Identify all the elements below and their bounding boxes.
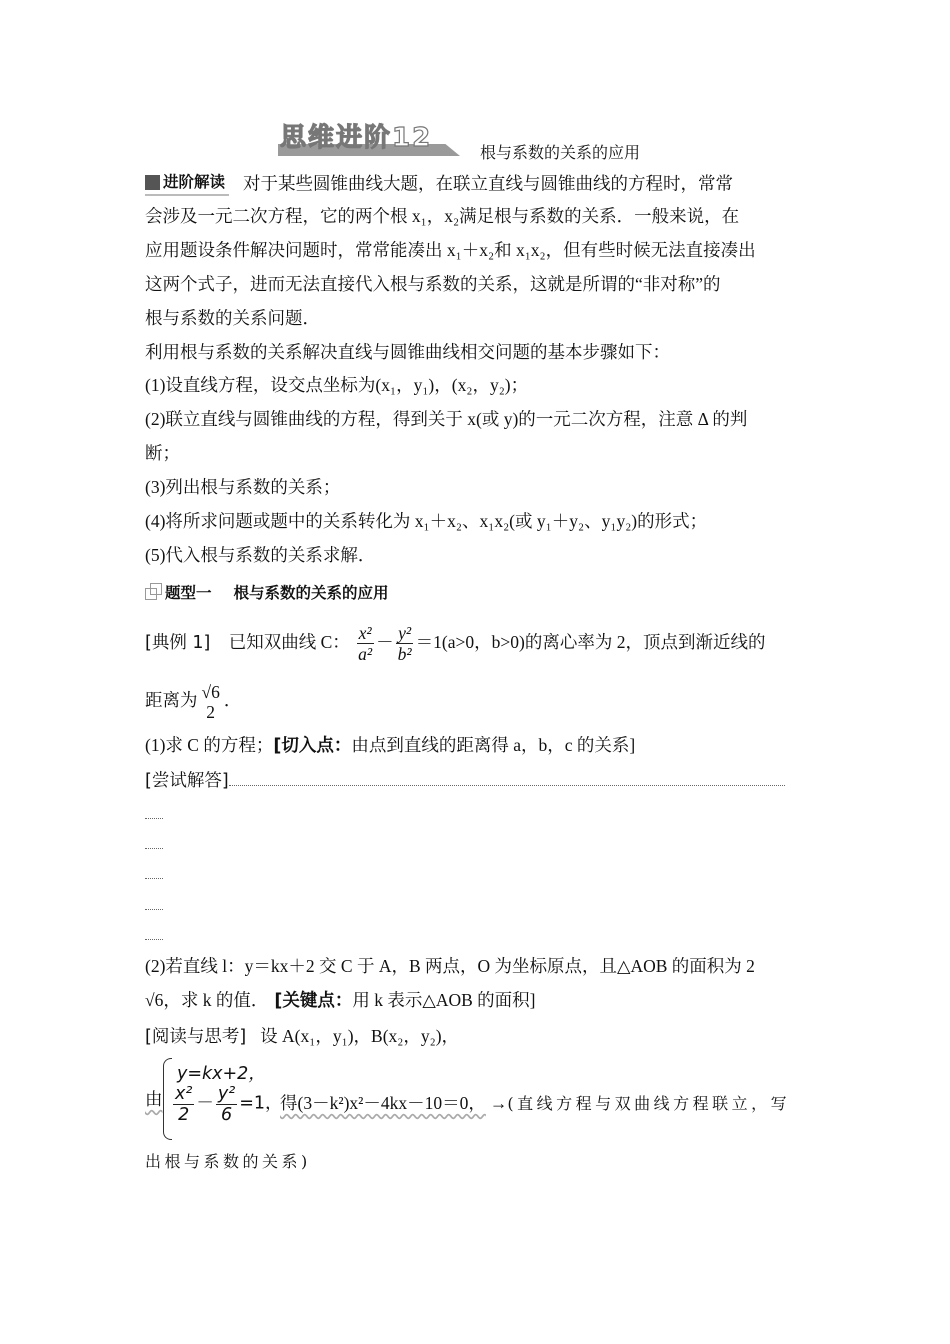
system-result: 得(3－k²)x²－4kx－10＝0， (280, 1093, 486, 1113)
intro-line-5: 根与系数的关系问题． (145, 308, 320, 328)
numerator: √6 (201, 681, 220, 702)
question-2-line-1: (2)若直线 l：y＝kx＋2 交 C 于 A，B 两点，O 为坐标原点，且△AOB 的面积为 2 (145, 956, 755, 976)
denominator: a² (358, 644, 373, 665)
numerator: x² (358, 623, 372, 644)
intro-line-1 (145, 170, 733, 196)
intro-line-4: 这两个式子，进而无法直接代入根与系数的关系，这就是所谓的“非对称”的 (145, 274, 721, 294)
system-equation-2: $\frac{\text{x²}}{2}$ － $\frac{\text{y²}}{6}$ =1， (175, 1084, 283, 1125)
answer-area[interactable] (145, 767, 785, 793)
period: ． (223, 690, 242, 710)
banner-title: 思维进阶12 (280, 123, 433, 153)
intro-text: 对于某些圆锥曲线大题，在联立直线与圆锥曲线的方程时，常常 (243, 173, 734, 194)
step-1: (1)设直线方程，设交点坐标为(x₁，y₁)，(x₂，y₂)； (145, 375, 529, 395)
intro-line-2: 会涉及一元二次方程，它的两个根 x₁，x₂满足根与系数的关系．一般来说，在 (145, 206, 740, 226)
fraction-x2-2 (173, 1084, 194, 1125)
q2-hint: 用 k 表示△AOB 的面积] (352, 990, 536, 1010)
q1-text: (1)求 C 的方程； (145, 735, 274, 755)
denominator: 2 (206, 701, 216, 722)
answer-dots-2[interactable] (145, 847, 163, 849)
fraction-sqrt6-2 (200, 682, 222, 722)
header-banner (278, 122, 460, 156)
step-5: (5)代入根与系数的关系求解． (145, 545, 376, 565)
denominator: 6 (220, 1105, 233, 1125)
q2-hint-label: [关键点： (274, 991, 353, 1011)
type-label: 题型一 (165, 584, 212, 602)
answer-line[interactable] (229, 767, 785, 786)
q1-hint-label: [切入点： (273, 736, 352, 756)
fraction-y2-b2 (396, 623, 414, 664)
question-1 (145, 733, 635, 758)
example-line-2 (145, 680, 241, 722)
distance-text: 距离为 (145, 690, 198, 710)
numerator: y² (398, 623, 412, 644)
step-2-cont: 断； (145, 443, 180, 463)
steps-intro: 利用根与系数的关系解决直线与圆锥曲线相交问题的基本步骤如下： (145, 342, 670, 362)
answer-label: [尝试解答] (145, 771, 229, 791)
type-heading (145, 580, 389, 605)
example-label: [典例 1] (145, 633, 211, 653)
example-line-1: [典例 1] 已知双曲线 C： $\frac{\text{x²}}{\text{a²}}$ － $\frac{\text{y²}}{\text{b²}}$ ＝1(a>0，b>0)的离心率为 2，顶点到渐近线的 (145, 623, 766, 665)
denominator: 2 (178, 1105, 190, 1125)
type-title: 根与系数的关系的应用 (233, 584, 389, 602)
read-think-label: [阅读与思考] (145, 1027, 247, 1047)
square-icon (145, 175, 160, 190)
step-4: (4)将所求问题或题中的关系转化为 x₁＋x₂、x₁x₂(或 y₁＋y₂、y₁y₂)的形式； (145, 511, 708, 531)
answer-dots-1[interactable] (145, 817, 163, 819)
fraction-x2-a2 (356, 623, 374, 664)
overlap-squares-icon (145, 583, 163, 599)
equals-one: =1， (239, 1093, 283, 1114)
numerator: x² (175, 1084, 193, 1104)
answer-dots-5[interactable] (145, 938, 163, 940)
answer-dots-3[interactable] (145, 877, 163, 879)
numerator: y² (217, 1084, 236, 1104)
example-text: 已知双曲线 C： (228, 632, 350, 652)
reading-tag-label: 进阶解读 (163, 173, 226, 191)
read-think-text: 设 A(x₁，y₁)，B(x₂，y₂)， (260, 1026, 460, 1046)
step-2: (2)联立直线与圆锥曲线的方程，得到关于 x(或 y)的一元二次方程，注意 Δ 的判 (145, 409, 748, 429)
example-text-after: ＝1(a>0，b>0)的离心率为 2，顶点到渐近线的 (415, 632, 766, 652)
intro-line-3: 应用题设条件解决问题时，常常能凑出 x₁＋x₂和 x₁x₂，但有些时候无法直接凑出 (145, 240, 756, 260)
fraction-y2-6 (216, 1084, 237, 1125)
system-equation-1: y=kx+2， (177, 1064, 266, 1084)
answer-dots-4[interactable] (145, 908, 163, 910)
reading-tag (145, 170, 229, 196)
header-subtitle: 根与系数的关系的应用 (480, 143, 641, 162)
arrow-right-icon: → (489, 1093, 508, 1113)
q2-text: √6，求 k 的值． (145, 990, 269, 1010)
system-prefix: 由 (145, 1089, 163, 1109)
denominator: b² (397, 644, 412, 665)
question-2-line-2 (145, 988, 535, 1013)
step-3: (3)列出根与系数的关系； (145, 477, 341, 497)
q1-hint: 由点到直线的距离得 a，b，c 的关系] (351, 735, 636, 755)
note-line-1: (直线方程与双曲线方程联立，写 (507, 1094, 791, 1113)
read-think (145, 1024, 459, 1049)
system-result-line (280, 1090, 790, 1115)
note-line-2: 出根与系数的关系) (145, 1152, 311, 1171)
